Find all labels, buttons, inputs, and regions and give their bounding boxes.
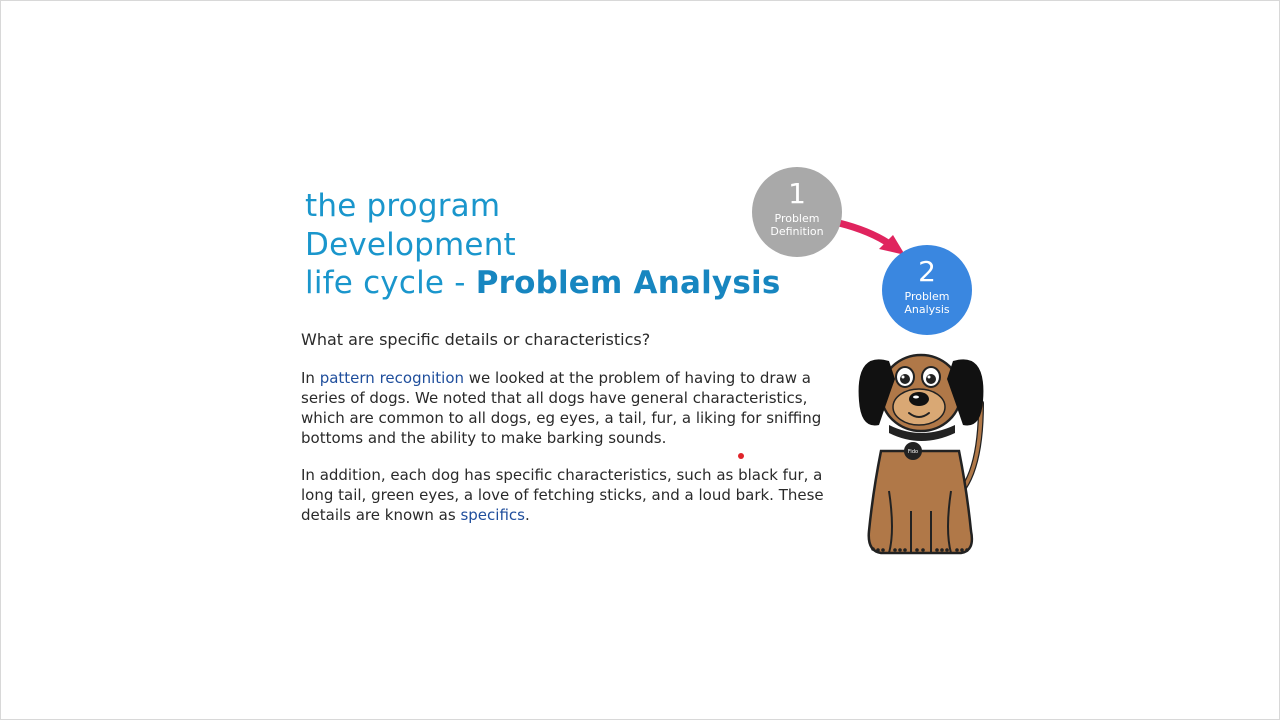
title-line-3-bold: Problem Analysis (475, 265, 781, 301)
paragraph-1 (301, 368, 831, 448)
step-1-number: 1 (788, 177, 806, 210)
pointer-dot (738, 453, 744, 459)
slide-title (305, 187, 780, 303)
title-line-3-plain: life cycle - (305, 265, 476, 301)
specifics-link[interactable]: specifics (460, 506, 525, 524)
curved-arrow-icon (1, 1, 1280, 721)
paragraph-1-rest: we looked at the problem of having to draw a series of dogs. We noted that all dogs have general characteristics, which are common to all dogs, eg eyes, a tail, fur, a liking for sniffing bottoms and the ability to make barking sounds. (301, 369, 822, 447)
paragraph-2-text: In addition, each dog has specific characteristics, such as black fur, a long tail, green eyes, a love of fetching sticks, and a loud bark. These details are known as (301, 466, 824, 524)
paragraph-2 (301, 465, 831, 525)
step-1-label-line-2: Definition (770, 225, 824, 238)
step-2-label-line-2: Analysis (904, 303, 950, 316)
step-2-problem-analysis (882, 245, 972, 335)
step-1-label-line-1: Problem (774, 212, 820, 225)
question-text: What are specific details or characteristics? (301, 330, 651, 349)
pattern-recognition-link[interactable]: pattern recognition (319, 369, 465, 387)
paragraph-1-prefix: In (301, 369, 320, 387)
step-1-label (752, 212, 842, 238)
dog-tag-text: Fido (907, 449, 919, 455)
title-line-3 (305, 264, 780, 303)
paragraph-2-suffix: . (524, 506, 530, 524)
step-2-label (882, 290, 972, 316)
step-1-problem-definition (752, 167, 842, 257)
step-2-number: 2 (918, 255, 936, 288)
title-line-1: the program (305, 188, 501, 224)
title-line-2: Development (305, 226, 516, 263)
dog-illustration (851, 341, 991, 561)
step-2-label-line-1: Problem (904, 290, 950, 303)
